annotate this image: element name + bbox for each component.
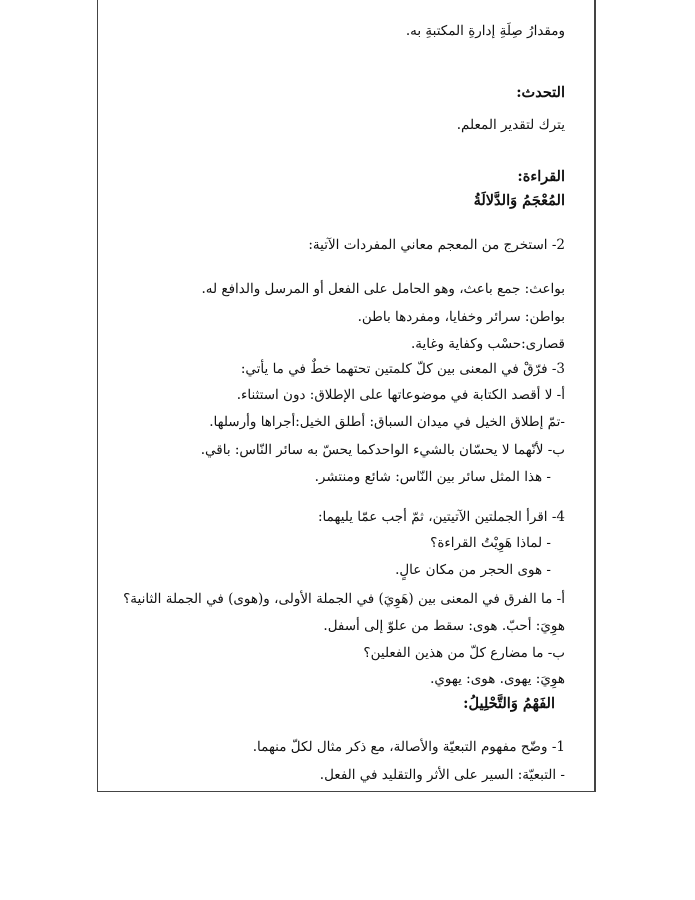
text-line: ومقدارُ صِلَةِ إدارةِ المكتبةِ به.: [405, 23, 565, 39]
text-line: بواطن: سرائر وخفايا، ومفردها باطن.: [357, 309, 565, 325]
subheading-lexicon: المُعْجَمُ وَالدَّلالَةُ: [473, 192, 565, 209]
text-line: - هذا المثل سائر بين النّاس: شائع ومنتشر.: [314, 469, 551, 485]
text-line: يترك لتقدير المعلم.: [456, 117, 565, 133]
text-line: أ- ما الفرق في المعنى بين (هَوِيَ) في الجملة الأولى، و(هوى) في الجملة الثانية؟: [123, 591, 565, 607]
text-line: ب- لأنّهما لا يحسّان بالشيء الواحدكما يحسّ به سائر النّاس: باقي.: [200, 442, 565, 458]
text-line: قصارى:حسْب وكفاية وغاية.: [411, 336, 565, 352]
text-line: بواعث: جمع باعث، وهو الحامل على الفعل أو المرسل والدافع له.: [201, 281, 565, 297]
question-1: 1- وضّح مفهوم التبعيّة والأصالة، مع ذكر مثال لكلّ منهما.: [252, 739, 565, 755]
text-line: ب- ما مضارع كلّ من هذين الفعلين؟: [363, 645, 565, 661]
section-heading-comprehension: الفَهْمُ وَالتَّحْلِيلُ:: [463, 695, 555, 712]
text-line: - هوى الحجر من مكان عالٍ.: [395, 562, 551, 578]
text-line: هوِيَ: أحبّ. هوى: سقط من علوّ إلى أسفل.: [323, 618, 565, 634]
table-right-border: [594, 0, 595, 792]
section-heading-speaking: التحدث:: [516, 84, 565, 101]
column-divider: [595, 0, 596, 792]
question-2: 2- استخرج من المعجم معاني المفردات الآتية:: [308, 237, 565, 253]
question-4: 4- اقرأ الجملتين الآتيتين، ثمّ أجب عمّا يليهما:: [318, 509, 565, 525]
text-line: -تمّ إطلاق الخيل في ميدان السباق: أطلق الخيل:أجراها وأرسلها.: [209, 414, 565, 430]
text-line: هوِيَ: يهوى. هوى: يهوي.: [430, 671, 565, 687]
question-3: 3- فرّقْ في المعنى بين كلّ كلمتين تحتهما خطٌ في ما يأتي:: [240, 361, 565, 377]
section-heading-reading: القراءة:: [517, 168, 565, 185]
text-line: أ- لا أقصد الكتابة في موضوعاتها على الإطلاق: دون استثناء.: [236, 387, 565, 403]
text-line: - التبعيّة: السير على الأثر والتقليد في الفعل.: [319, 767, 565, 783]
text-line: - لماذا هَوِيْتُ القراءة؟: [430, 535, 551, 551]
